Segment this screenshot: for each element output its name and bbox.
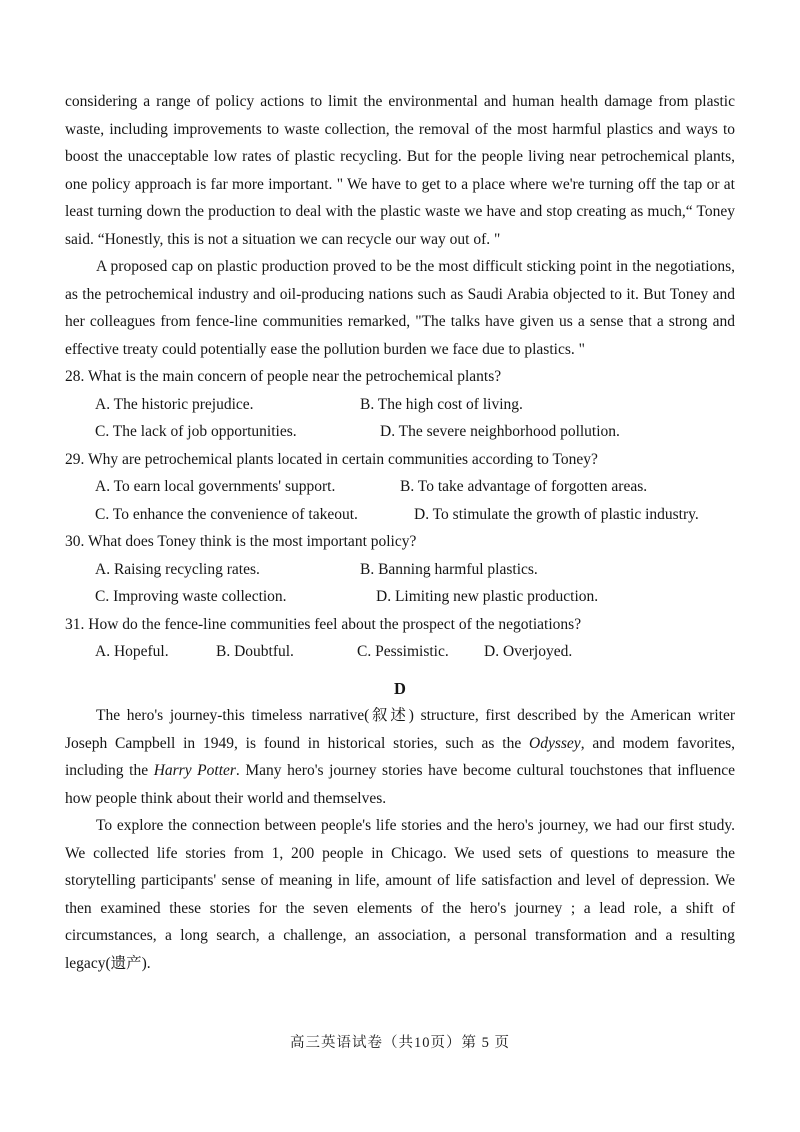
question-28-option-a: A. The historic prejudice. <box>95 395 254 413</box>
section-d-paragraph-1-part-2: , and modem favorites, including the <box>65 734 735 779</box>
page-content <box>65 88 735 977</box>
question-31-options-row <box>65 638 735 666</box>
passage-paragraph-2: A proposed cap on plastic production proved to be the most difficult sticking point in the negotiations, as the petrochemical industry and oil-producing nations such as Saudi Arabia objected to it. But Toney and her colleagues from fence-line communities remarked, "The talks have given us a sense that a strong and effective treaty could potentially ease the pollution burden we face due to plastics. " <box>65 258 735 358</box>
section-d-heading: D <box>394 678 406 698</box>
question-28-number: 28. <box>65 368 85 385</box>
question-31 <box>65 611 735 666</box>
question-29-text: Why are petrochemical plants located in certain communities according to Toney? <box>87 450 598 468</box>
question-28-options-row-1 <box>65 391 735 419</box>
question-28-option-c: C. The lack of job opportunities. <box>95 423 297 440</box>
question-31-line <box>65 611 735 639</box>
question-29-options-row-2 <box>65 501 735 529</box>
question-30-options-row-1 <box>65 556 735 584</box>
section-d-paragraph-1-italic-harry-potter: Harry Potter <box>153 762 236 779</box>
question-30-option-b: B. Banning harmful plastics. <box>360 560 538 578</box>
question-30-text: What does Toney think is the most important policy? <box>87 533 417 550</box>
question-28-options-row-2 <box>65 418 735 446</box>
passage-paragraph-1: considering a range of policy actions to limit the environmental and human health damage from plastic waste, including improvements to waste collection, the removal of the most harmful plastics and ways to boost the unacceptable low rates of plastic recycling. But for the people living near petrochemical plants, one policy approach is far more important. " We have to get to a place where we're turning off the tap or at least turning down the production to deal with the plastic waste we have and stop creating as much,“ Toney said. “Honestly, this is not a situation we can recycle our way out of. " <box>65 93 735 248</box>
section-d-paragraph-2: To explore the connection between people's life stories and the hero's journey, we had our first study. We collected life stories from 1, 200 people in Chicago. We used sets of questions to measure the storytelling participants' sense of meaning in life, amount of life satisfaction and level of depression. We then examined these stories for the seven elements of the hero's journey ; a lead role, a shift of circumstances, a long search, a challenge, an association, a personal transformation and a resulting legacy(遗产). <box>65 817 735 972</box>
section-d-paragraph-1-part-3: . Many hero's journey stories have become cultural touchstones that influence how people think about their world and themselves. <box>65 762 735 807</box>
question-29-line <box>65 446 735 474</box>
question-28-text: What is the main concern of people near the petrochemical plants? <box>87 368 502 385</box>
question-31-option-a: A. Hopeful. <box>95 643 169 660</box>
question-29 <box>65 446 735 529</box>
question-30 <box>65 528 735 611</box>
question-31-option-c: C. Pessimistic. <box>357 643 449 660</box>
question-28-option-b: B. The high cost of living. <box>360 395 523 413</box>
question-29-option-a: A. To earn local governments' support. <box>95 478 336 495</box>
question-28-option-d: D. The severe neighborhood pollution. <box>380 423 620 440</box>
question-31-option-b: B. Doubtful. <box>216 643 294 660</box>
question-28 <box>65 363 735 446</box>
question-30-options-row-2 <box>65 583 735 611</box>
question-31-option-d: D. Overjoyed. <box>484 643 573 660</box>
question-30-number: 30. <box>65 533 85 550</box>
section-d-paragraph-1-italic-odyssey: Odyssey <box>529 734 581 752</box>
question-31-number: 31. <box>65 615 85 633</box>
question-30-option-c: C. Improving waste collection. <box>95 588 287 605</box>
question-29-option-d: D. To stimulate the growth of plastic industry. <box>414 505 699 523</box>
question-29-number: 29. <box>65 450 85 468</box>
question-29-option-b: B. To take advantage of forgotten areas. <box>400 478 648 495</box>
page-footer: 高三英语试卷（共10页）第 5 页 <box>290 1035 510 1051</box>
question-28-line <box>65 363 735 391</box>
question-29-options-row-1 <box>65 473 735 501</box>
section-d-paragraph-1-part-1: The hero's journey-this timeless narrative(叙述) structure, first described by the American writer Joseph Campbell in 1949, is found in historical stories, such as the <box>65 707 735 752</box>
question-30-option-a: A. Raising recycling rates. <box>95 560 260 578</box>
section-d-paragraph-1 <box>65 702 735 812</box>
question-30-option-d: D. Limiting new plastic production. <box>376 588 599 605</box>
question-29-option-c: C. To enhance the convenience of takeout. <box>95 505 358 523</box>
question-31-text: How do the fence-line communities feel about the prospect of the negotiations? <box>88 615 582 633</box>
question-30-line <box>65 528 735 556</box>
